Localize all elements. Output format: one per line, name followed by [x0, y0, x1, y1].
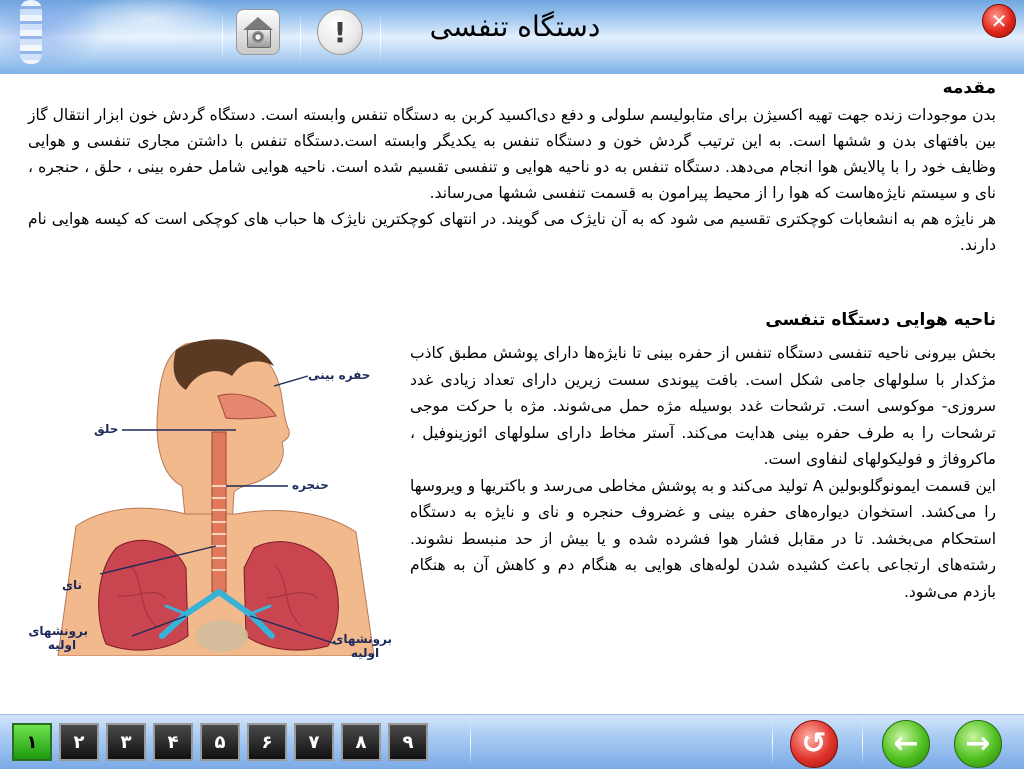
info-button[interactable]: [317, 9, 363, 55]
label-nasal-cavity: حفره بینی: [308, 368, 371, 382]
footer-bar: [0, 714, 1024, 769]
spine-decoration: [20, 0, 42, 64]
intro-text: [28, 102, 996, 258]
header-separator: [222, 12, 223, 62]
label-trachea: نای: [62, 578, 83, 592]
respiratory-system-illustration: [28, 336, 396, 660]
page-button-1[interactable]: ۱: [12, 723, 52, 761]
page-title: دستگاه تنفسی: [429, 10, 601, 43]
info-icon: !: [333, 15, 347, 49]
intro-paragraph: هر نایژه هم به انشعابات کوچکتری تقسیم می شود که به آن نایژک می گویند. در انتهای کوچکترین نایژک ها حباب های کوچکی است که کیسه هوایی نام دارند.: [28, 210, 996, 254]
page-navigation: [12, 723, 428, 761]
label-bronchi-right: برونشهای اولیه: [332, 632, 392, 660]
return-icon: ↺: [801, 726, 827, 761]
next-button[interactable]: [954, 720, 1002, 768]
page-button-4[interactable]: ۴: [153, 723, 193, 761]
page-button-5[interactable]: ۵: [200, 723, 240, 761]
close-icon: ✕: [990, 9, 1008, 33]
section-heading: ناحیه هوایی دستگاه تنفسی: [765, 310, 996, 330]
main-content: [0, 74, 1024, 714]
label-larynx: حنجره: [292, 478, 329, 492]
header-bar: [0, 0, 1024, 74]
back-button[interactable]: [882, 720, 930, 768]
page-button-9[interactable]: ۹: [388, 723, 428, 761]
footer-separator: [772, 719, 773, 765]
anatomy-drawing: [28, 336, 396, 656]
label-bronchi-left: برونشهای اولیه: [28, 624, 88, 652]
header-separator: [380, 12, 381, 62]
back-arrow-icon: ←: [893, 726, 919, 761]
footer-separator: [470, 719, 471, 765]
return-button[interactable]: [790, 720, 838, 768]
label-pharynx: حلق: [94, 422, 119, 436]
section-paragraph: بخش بیرونی ناحیه تنفسی دستگاه تنفس از حفره بینی تا نایژه‌ها دارای پوشش مطبق کاذب مژکدار با سلولهای جامی شکل است. بافت پیوندی سست زیرین دارای تعداد زیادی غدد سروزی- موکوسی است. ترشحات غدد بوسیله مژه حمل می‌شوند. مژه با حرکت موجی ترشحات را به طرف حفره بینی هدایت می‌کند. آستر مخاط دارای سلولهای ائوزینوفیل ، ماکروفاژ و فولیکولهای لنفاوی است.: [410, 344, 996, 468]
section-text: [410, 340, 996, 605]
next-arrow-icon: →: [965, 726, 991, 761]
page-button-8[interactable]: ۸: [341, 723, 381, 761]
intro-heading: مقدمه: [942, 78, 996, 98]
home-icon: [243, 17, 273, 47]
header-separator: [300, 12, 301, 62]
page-button-6[interactable]: ۶: [247, 723, 287, 761]
close-button[interactable]: [982, 4, 1016, 38]
section-paragraph: این قسمت ایمونوگلوبولین A تولید می‌کند و به پوشش مخاطی می‌رسد و باکتریها و ویروسها را می‌کشد. استخوان دیواره‌های حفره بینی و غضروف حنجره و نای و نایژه به دستگاه استحکام می‌بخشد. تا در مقابل فشار هوا فشرده شده و یا بیش از حد منبسط نشوند. رشته‌های ارتجاعی باعث کشیده شدن لوله‌های هوایی به هنگام دم و کاهش آن به هنگام بازدم می‌شود.: [410, 476, 996, 601]
footer-separator: [862, 719, 863, 765]
page-button-3[interactable]: ۳: [106, 723, 146, 761]
page-button-2[interactable]: ۲: [59, 723, 99, 761]
home-button[interactable]: [236, 9, 280, 55]
page-button-7[interactable]: ۷: [294, 723, 334, 761]
intro-paragraph: بدن موجودات زنده جهت تهیه اکسیژن برای متابولیسم سلولی و دفع دی‌اکسید کربن به دستگاه تنفس وابسته است. دستگاه گردش خون ابزار انتقال گاز بین بافتهای بدن و ششها است. به این ترتیب گردش خون و دستگاه تنفس به یکدیگر وابسته است.دستگاه تنفس با داشتن مجاری تنفسی و هوایی وظایف خود را با پالایش هوا انجام می‌دهد. دستگاه تنفس به دو ناحیه هوایی و تنفسی تقسیم شده است. ناحیه هوایی شامل حفره بینی ، حلق ، حنجره ، نای و سیستم نایژه‌هاست که هوا را از محیط پیرامون به قسمت تنفسی ششها می‌رساند.: [28, 106, 996, 202]
